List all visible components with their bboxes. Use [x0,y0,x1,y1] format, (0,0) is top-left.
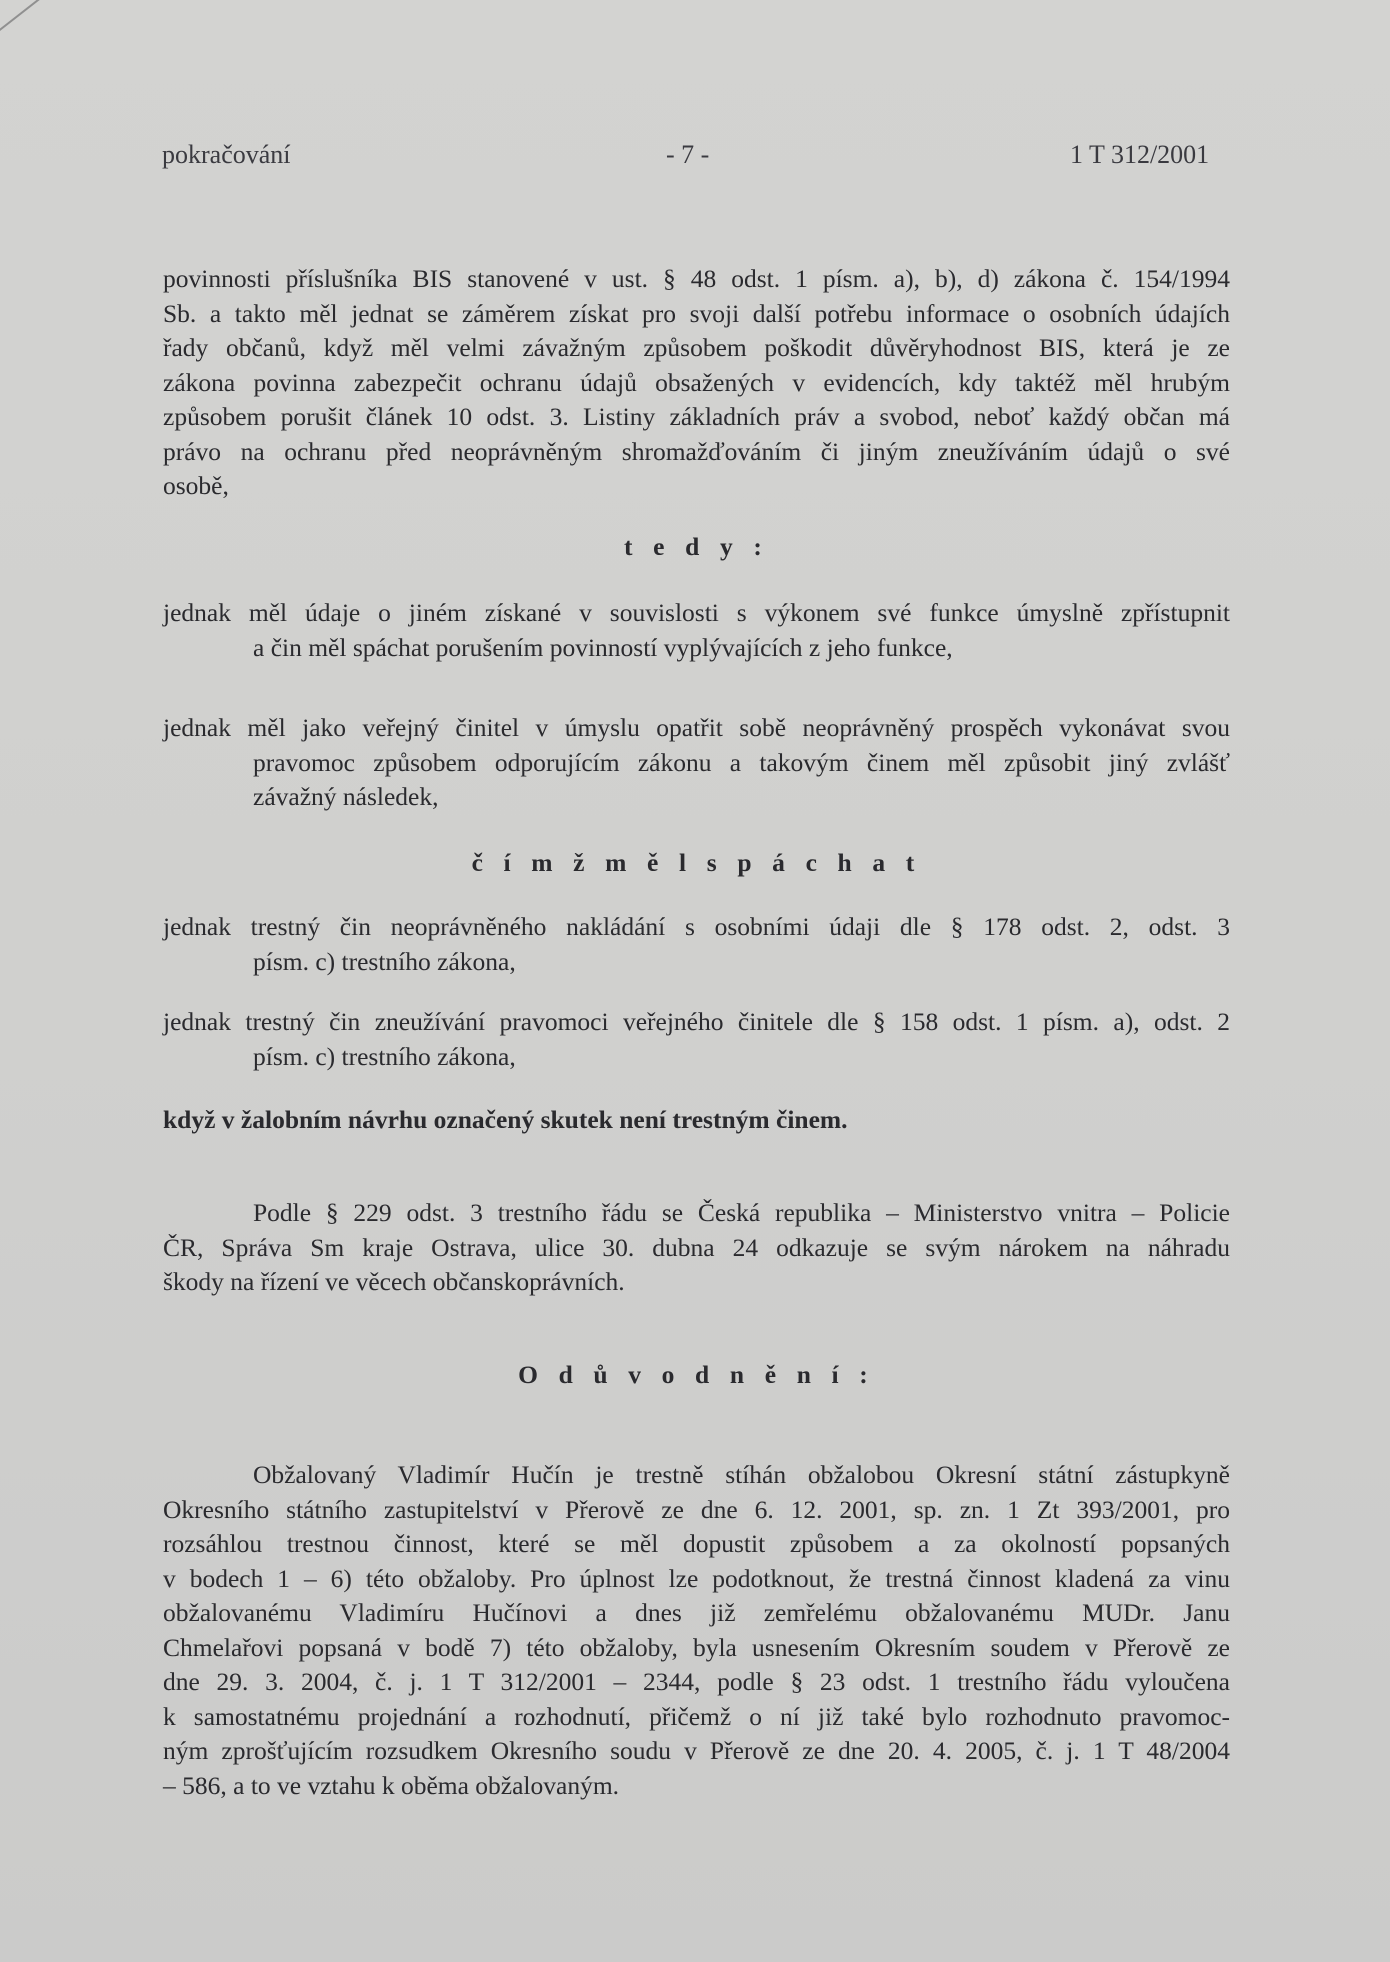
paragraph-trestny-cin-1 [163,910,1230,979]
text-line: Chmelařovi popsaná v bodě 7) této obžaloby, byla usnesením Okresním soudem v Přerově ze [163,1632,1230,1662]
paragraph-podle [163,1196,1230,1300]
verdict-statement: když v žalobním návrhu označený skutek není trestným činem. [163,1105,848,1134]
text-line: obžalovanému Vladimíru Hučínovi a dnes již zemřelému obžalovanému MUDr. Janu [163,1598,1230,1627]
paragraph-jednak-1 [163,596,1230,665]
text-line: ČR, Správa Sm kraje Ostrava, ulice 30. dubna 24 odkazuje se svým nárokem na náhradu [163,1232,1230,1262]
paragraph-jednak-2 [163,711,1230,815]
text-line: způsobem porušit článek 10 odst. 3. Listiny základních práv a svobod, neboť každý občan má [163,402,1230,431]
text-line: Okresního státního zastupitelství v Přerově ze dne 6. 12. 2001, sp. zn. 1 Zt 393/2001, pro [163,1494,1230,1524]
text-line: právo na ochranu před neoprávněným shromažďováním či jiným zneužíváním údajů o své [163,436,1230,466]
text-line: písm. c) trestního zákona, [253,946,516,976]
text-line: dne 29. 3. 2004, č. j. 1 T 312/2001 – 2344, podle § 23 odst. 1 trestního řádu vyloučena [163,1667,1230,1696]
text-line: povinnosti příslušníka BIS stanovené v ust. § 48 odst. 1 písm. a), b), d) zákona č. 154/1994 [163,264,1230,293]
text-line: jednak měl jako veřejný činitel v úmyslu opatřit sobě neoprávněný prospěch vykonávat svou [163,713,1230,742]
heading-oduvodneni: O d ů v o d n ě n í : [518,1360,875,1389]
text-line: jednak trestný čin neoprávněného nakládání s osobními údaji dle § 178 odst. 2, odst. 3 [163,912,1230,941]
text-line: řady občanů, když měl velmi závažným způsobem poškodit důvěryhodnost BIS, která je ze [163,333,1230,362]
text-line: zákona povinna zabezpečit ochranu údajů obsažených v evidencích, kdy taktéž měl hrubým [163,367,1230,397]
paragraph-obzalovany [163,1458,1230,1803]
paragraph-block1 [163,262,1230,504]
text-line: rozsáhlou trestnou činnost, které se měl dopustit způsobem a za okolností popsaných [163,1529,1230,1558]
paragraph-trestny-cin-2 [163,1005,1230,1074]
heading-cimz-mel-spachat: č í m ž m ě l s p á c h a t [471,848,922,877]
text-line: Podle § 229 odst. 3 trestního řádu se Česká republika – Ministerstvo vnitra – Policie [253,1198,1230,1227]
text-line: pravomoc způsobem odporujícím zákonu a takovým činem měl způsobit jiný zvlášť [253,747,1230,777]
text-line: a čin měl spáchat porušením povinností vyplývajících z jeho funkce, [253,632,953,662]
text-line: k samostatnému projednání a rozhodnutí, přičemž o ní již také bylo rozhodnuto pravomoc- [163,1701,1230,1731]
header-continuation: pokračování [162,140,291,169]
text-line: Obžalovaný Vladimír Hučín je trestně stíhán obžalobou Okresní státní zástupkyně [253,1460,1230,1489]
text-line: – 586, a to ve vztahu k oběma obžalovaným. [163,1770,620,1800]
text-line: ným zprošťujícím rozsudkem Okresního soudu v Přerově ze dne 20. 4. 2005, č. j. 1 T 48/2004 [163,1736,1230,1765]
text-line: v bodech 1 – 6) této obžaloby. Pro úplnost lze podotknout, že trestná činnost kladená za vinu [163,1563,1230,1593]
text-line: písm. c) trestního zákona, [253,1041,516,1071]
header-page-number: - 7 - [666,140,710,169]
page-fold-mark [0,0,197,62]
text-line: škody na řízení ve věcech občanskoprávních. [163,1267,625,1296]
text-line: závažný následek, [253,782,439,811]
text-line: osobě, [163,471,229,500]
header-case-number: 1 T 312/2001 [1070,140,1210,169]
text-line: jednak trestný čin zneužívání pravomoci veřejného činitele dle § 158 odst. 1 písm. a), odst. 2 [163,1007,1230,1036]
text-line: Sb. a takto měl jednat se záměrem získat pro svoji další potřebu informace o osobních údajích [163,298,1230,328]
text-line: jednak měl údaje o jiném získané v souvislosti s výkonem své funkce úmyslně zpřístupnit [163,598,1230,627]
heading-tedy: t e d y : [624,532,769,561]
